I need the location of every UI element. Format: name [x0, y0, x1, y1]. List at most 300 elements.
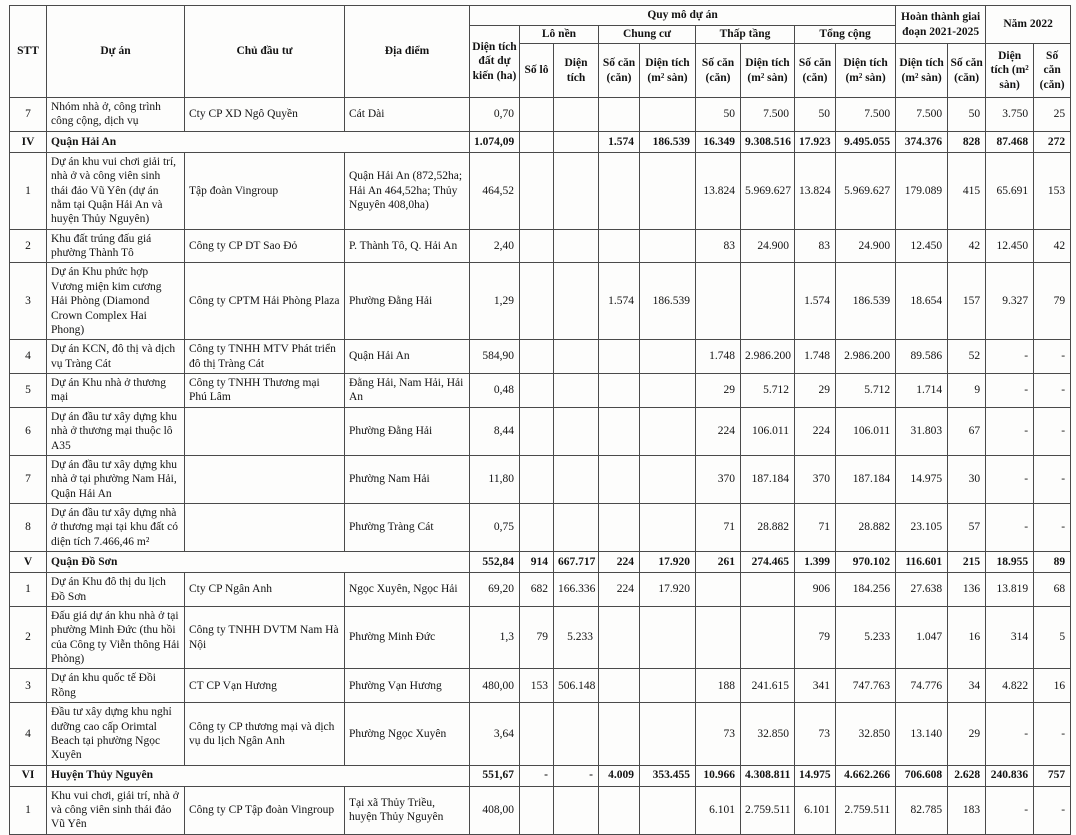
- cell: 1: [10, 573, 47, 607]
- cell: 2.986.200: [836, 340, 896, 374]
- cell: 30: [948, 455, 986, 503]
- cell: 34: [948, 669, 986, 703]
- cell: 50: [948, 98, 986, 132]
- cell: 2: [10, 606, 47, 669]
- cell: 3: [10, 669, 47, 703]
- cell: Dự án khu vui chơi giải trí, nhà ở và công viên sinh thái đảo Vũ Yên (dự án nằm tại Quận Hải An và huyện Thủy Nguyên): [47, 152, 185, 229]
- cell: [599, 703, 640, 766]
- cell: [599, 229, 640, 263]
- cell: Quận Hải An (872,52ha; Hải An 464,52ha; Thủy Nguyên 408,0ha): [345, 152, 470, 229]
- cell: [640, 703, 696, 766]
- cell: [554, 504, 599, 552]
- cell: 408,00: [470, 786, 520, 834]
- cell: 18.654: [896, 263, 948, 340]
- cell: 18.955: [986, 552, 1034, 573]
- cell: [554, 229, 599, 263]
- cell: 341: [795, 669, 836, 703]
- col-header-dia-diem: Địa điểm: [345, 6, 470, 98]
- col-header-dien-tich-lo: Diện tích: [554, 44, 599, 98]
- cell: 4.822: [986, 669, 1034, 703]
- cell: [741, 606, 795, 669]
- cell: Khu vui chơi, giải trí, nhà ở và công viên sinh thái đảo Vũ Yên: [47, 786, 185, 834]
- cell: 1: [10, 786, 47, 834]
- cell: [520, 152, 554, 229]
- table-row: [10, 340, 1071, 374]
- cell: [741, 573, 795, 607]
- cell: 6: [10, 407, 47, 455]
- cell: [696, 263, 741, 340]
- cell: Cty CP Ngân Anh: [185, 573, 345, 607]
- cell: 136: [948, 573, 986, 607]
- cell: Quận Đồ Sơn: [47, 552, 470, 573]
- table-row: [10, 98, 1071, 132]
- cell: Công ty CP DT Sao Đỏ: [185, 229, 345, 263]
- cell: 7.500: [836, 98, 896, 132]
- cell: -: [520, 765, 554, 786]
- group-header-nam-2022: Năm 2022: [986, 6, 1071, 44]
- cell: 9: [948, 374, 986, 408]
- cell: 415: [948, 152, 986, 229]
- cell: [185, 504, 345, 552]
- cell: 28.882: [741, 504, 795, 552]
- cell: 9.327: [986, 263, 1034, 340]
- cell: [599, 669, 640, 703]
- cell: 224: [599, 573, 640, 607]
- cell: 69,20: [470, 573, 520, 607]
- cell: 3,64: [470, 703, 520, 766]
- cell: 52: [948, 340, 986, 374]
- cell: -: [1034, 374, 1071, 408]
- cell: [185, 407, 345, 455]
- cell: 17.920: [640, 573, 696, 607]
- cell: 3.750: [986, 98, 1034, 132]
- cell: Tại xã Thủy Triều, huyện Thủy Nguyên: [345, 786, 470, 834]
- cell: 1.574: [795, 263, 836, 340]
- cell: [520, 703, 554, 766]
- cell: [554, 703, 599, 766]
- cell: 0,70: [470, 98, 520, 132]
- cell: 24.900: [836, 229, 896, 263]
- cell: 187.184: [741, 455, 795, 503]
- cell: Phường Đằng Hải: [345, 407, 470, 455]
- cell: 14.975: [795, 765, 836, 786]
- cell: 224: [599, 552, 640, 573]
- cell: 2.986.200: [741, 340, 795, 374]
- cell: -: [986, 374, 1034, 408]
- cell: 82.785: [896, 786, 948, 834]
- cell: 116.601: [896, 552, 948, 573]
- cell: Phường Tràng Cát: [345, 504, 470, 552]
- cell: Huyện Thủy Nguyên: [47, 765, 470, 786]
- table-row: [10, 504, 1071, 552]
- cell: [520, 263, 554, 340]
- cell: 2.628: [948, 765, 986, 786]
- cell: [640, 786, 696, 834]
- section-row: [10, 765, 1071, 786]
- cell: 166.336: [554, 573, 599, 607]
- cell: 9.495.055: [836, 131, 896, 152]
- cell: 183: [948, 786, 986, 834]
- table-row: [10, 455, 1071, 503]
- cell: Phường Ngọc Xuyên: [345, 703, 470, 766]
- cell: 4: [10, 703, 47, 766]
- cell: [520, 786, 554, 834]
- cell: IV: [10, 131, 47, 152]
- cell: 480,00: [470, 669, 520, 703]
- cell: [520, 504, 554, 552]
- cell: [599, 152, 640, 229]
- cell: 272: [1034, 131, 1071, 152]
- cell: 506.148: [554, 669, 599, 703]
- cell: 7.500: [896, 98, 948, 132]
- cell: 224: [795, 407, 836, 455]
- cell: [554, 152, 599, 229]
- cell: 261: [696, 552, 741, 573]
- table-row: [10, 703, 1071, 766]
- cell: 23.105: [896, 504, 948, 552]
- cell: [599, 455, 640, 503]
- cell: 187.184: [836, 455, 896, 503]
- cell: 241.615: [741, 669, 795, 703]
- cell: 29: [948, 703, 986, 766]
- cell: 5.969.627: [836, 152, 896, 229]
- cell: 24.900: [741, 229, 795, 263]
- cell: -: [1034, 786, 1071, 834]
- cell: 374.376: [896, 131, 948, 152]
- cell: 7.500: [741, 98, 795, 132]
- cell: Phường Nam Hải: [345, 455, 470, 503]
- projects-table: [9, 5, 1071, 835]
- cell: 5.712: [836, 374, 896, 408]
- cell: [185, 455, 345, 503]
- cell: 11,80: [470, 455, 520, 503]
- cell: Dự án KCN, đô thị và dịch vụ Tràng Cát: [47, 340, 185, 374]
- col-header-chu-dau-tu: Chủ đầu tư: [185, 6, 345, 98]
- table-row: [10, 786, 1071, 834]
- cell: 179.089: [896, 152, 948, 229]
- cell: 1.574: [599, 131, 640, 152]
- cell: CT CP Vạn Hương: [185, 669, 345, 703]
- cell: [640, 669, 696, 703]
- cell: [640, 229, 696, 263]
- cell: -: [1034, 340, 1071, 374]
- section-row: [10, 131, 1071, 152]
- cell: 5: [10, 374, 47, 408]
- cell: [554, 455, 599, 503]
- cell: 4: [10, 340, 47, 374]
- cell: [640, 504, 696, 552]
- cell: Dự án đầu tư xây dựng khu nhà ở tại phường Nam Hải, Quận Hải An: [47, 455, 185, 503]
- cell: [599, 407, 640, 455]
- cell: Đằng Hải, Nam Hải, Hải An: [345, 374, 470, 408]
- cell: 2.759.511: [741, 786, 795, 834]
- cell: 0,75: [470, 504, 520, 552]
- cell: 29: [795, 374, 836, 408]
- cell: [554, 786, 599, 834]
- cell: Dự án khu quốc tế Đồi Rồng: [47, 669, 185, 703]
- cell: 13.824: [795, 152, 836, 229]
- cell: 71: [696, 504, 741, 552]
- cell: Dự án Khu phức hợp Vương miện kim cương Hải Phòng (Diamond Crown Complex Hai Phong): [47, 263, 185, 340]
- cell: 240.836: [986, 765, 1034, 786]
- cell: Tập đoàn Vingroup: [185, 152, 345, 229]
- cell: 12.450: [986, 229, 1034, 263]
- cell: [640, 606, 696, 669]
- cell: 106.011: [836, 407, 896, 455]
- cell: [554, 131, 599, 152]
- cell: 153: [1034, 152, 1071, 229]
- cell: 71: [795, 504, 836, 552]
- cell: Cty CP XD Ngô Quyền: [185, 98, 345, 132]
- cell: 79: [795, 606, 836, 669]
- col-header-so-can-nam-2022: Số căn (căn): [1034, 44, 1071, 98]
- cell: 13.824: [696, 152, 741, 229]
- cell: 970.102: [836, 552, 896, 573]
- cell: 682: [520, 573, 554, 607]
- cell: 1.714: [896, 374, 948, 408]
- cell: 157: [948, 263, 986, 340]
- cell: VI: [10, 765, 47, 786]
- cell: 5.233: [836, 606, 896, 669]
- cell: [640, 340, 696, 374]
- group-header-lo-nen: Lô nền: [520, 26, 599, 44]
- cell: 224: [696, 407, 741, 455]
- group-header-quy-mo: Quy mô dự án: [470, 6, 896, 26]
- cell: 1: [10, 152, 47, 229]
- cell: [554, 263, 599, 340]
- cell: [554, 98, 599, 132]
- cell: 1.047: [896, 606, 948, 669]
- cell: [599, 606, 640, 669]
- cell: -: [1034, 407, 1071, 455]
- cell: 0,48: [470, 374, 520, 408]
- cell: 3: [10, 263, 47, 340]
- cell: Công ty CP thương mại và dịch vụ du lịch Ngân Anh: [185, 703, 345, 766]
- cell: 706.608: [896, 765, 948, 786]
- cell: Khu đất trúng đấu giá phường Thành Tô: [47, 229, 185, 263]
- cell: Quận Hải An: [47, 131, 470, 152]
- cell: V: [10, 552, 47, 573]
- group-header-tong-cong: Tổng cộng: [795, 26, 896, 44]
- cell: [640, 374, 696, 408]
- cell: [696, 606, 741, 669]
- cell: 1,29: [470, 263, 520, 340]
- cell: Nhóm nhà ở, công trình công cộng, dịch vụ: [47, 98, 185, 132]
- cell: Phường Vạn Hương: [345, 669, 470, 703]
- cell: [640, 98, 696, 132]
- cell: [599, 504, 640, 552]
- cell: 7: [10, 98, 47, 132]
- table-body: [10, 98, 1071, 835]
- cell: 12.450: [896, 229, 948, 263]
- cell: [741, 263, 795, 340]
- cell: 4.662.266: [836, 765, 896, 786]
- cell: [599, 340, 640, 374]
- cell: 1.399: [795, 552, 836, 573]
- cell: 73: [795, 703, 836, 766]
- cell: [640, 152, 696, 229]
- cell: 16: [1034, 669, 1071, 703]
- cell: 68: [1034, 573, 1071, 607]
- table-row: [10, 407, 1071, 455]
- cell: -: [986, 340, 1034, 374]
- cell: 353.455: [640, 765, 696, 786]
- cell: 747.763: [836, 669, 896, 703]
- cell: 4.308.811: [741, 765, 795, 786]
- cell: 17.920: [640, 552, 696, 573]
- cell: 186.539: [640, 131, 696, 152]
- cell: 4.009: [599, 765, 640, 786]
- table-row: [10, 152, 1071, 229]
- col-header-dien-tich-nam-2022: Diện tích (m² sàn): [986, 44, 1034, 98]
- cell: 83: [696, 229, 741, 263]
- cell: 14.975: [896, 455, 948, 503]
- group-header-chung-cu: Chung cư: [599, 26, 696, 44]
- cell: -: [554, 765, 599, 786]
- cell: 464,52: [470, 152, 520, 229]
- cell: 25: [1034, 98, 1071, 132]
- cell: [696, 573, 741, 607]
- cell: 67: [948, 407, 986, 455]
- cell: 5.969.627: [741, 152, 795, 229]
- cell: 1.074,09: [470, 131, 520, 152]
- cell: Cát Dài: [345, 98, 470, 132]
- cell: 32.850: [741, 703, 795, 766]
- cell: Công ty CP Tập đoàn Vingroup: [185, 786, 345, 834]
- cell: 74.776: [896, 669, 948, 703]
- cell: 2,40: [470, 229, 520, 263]
- cell: 153: [520, 669, 554, 703]
- cell: 79: [520, 606, 554, 669]
- table-row: [10, 374, 1071, 408]
- cell: [554, 407, 599, 455]
- cell: [520, 340, 554, 374]
- cell: 42: [1034, 229, 1071, 263]
- cell: Dự án Khu nhà ở thương mại: [47, 374, 185, 408]
- cell: 8,44: [470, 407, 520, 455]
- cell: 32.850: [836, 703, 896, 766]
- cell: [640, 407, 696, 455]
- cell: [599, 786, 640, 834]
- cell: 28.882: [836, 504, 896, 552]
- table-header: [10, 6, 1071, 98]
- cell: Phường Minh Đức: [345, 606, 470, 669]
- cell: [520, 131, 554, 152]
- cell: 50: [696, 98, 741, 132]
- col-header-so-can-thap-tang: Số căn (căn): [696, 44, 741, 98]
- cell: 65.691: [986, 152, 1034, 229]
- col-header-dien-tich-hoan-thanh: Diện tích (m² sàn): [896, 44, 948, 98]
- group-header-thap-tang: Thấp tầng: [696, 26, 795, 44]
- cell: -: [1034, 703, 1071, 766]
- col-header-so-can-hoan-thanh: Số căn (căn): [948, 44, 986, 98]
- col-header-stt: STT: [10, 6, 47, 98]
- cell: P. Thành Tô, Q. Hải An: [345, 229, 470, 263]
- cell: 2: [10, 229, 47, 263]
- cell: [554, 374, 599, 408]
- cell: -: [986, 504, 1034, 552]
- cell: [640, 455, 696, 503]
- cell: Dự án đầu tư xây dựng nhà ở thương mại tại khu đất có diện tích 7.466,46 m²: [47, 504, 185, 552]
- group-header-hoan-thanh: Hoàn thành giai đoạn 2021-2025: [896, 6, 986, 44]
- cell: -: [986, 407, 1034, 455]
- cell: 828: [948, 131, 986, 152]
- col-header-so-can-chung-cu: Số căn (căn): [599, 44, 640, 98]
- table-row: [10, 573, 1071, 607]
- cell: Đấu giá dự án khu nhà ở tại phường Minh Đức (thu hồi của Công ty Viễn thông Hải Phòng): [47, 606, 185, 669]
- cell: 9.308.516: [741, 131, 795, 152]
- col-header-so-can-tong-cong: Số căn (căn): [795, 44, 836, 98]
- col-header-so-lo: Số lô: [520, 44, 554, 98]
- cell: 188: [696, 669, 741, 703]
- cell: [520, 407, 554, 455]
- cell: Công ty TNHH DVTM Nam Hà Nội: [185, 606, 345, 669]
- cell: 6.101: [696, 786, 741, 834]
- col-header-dien-tich-chung-cu: Diện tích (m² sàn): [640, 44, 696, 98]
- col-header-dien-tich-thap-tang: Diện tích (m² sàn): [741, 44, 795, 98]
- cell: 16.349: [696, 131, 741, 152]
- cell: 184.256: [836, 573, 896, 607]
- cell: 57: [948, 504, 986, 552]
- col-header-dien-tich-dat: Diện tích đất dự kiến (ha): [470, 26, 520, 98]
- col-header-du-an: Dự án: [47, 6, 185, 98]
- cell: 274.465: [741, 552, 795, 573]
- cell: 8: [10, 504, 47, 552]
- cell: 2.759.511: [836, 786, 896, 834]
- cell: [520, 98, 554, 132]
- cell: 551,67: [470, 765, 520, 786]
- cell: Quận Hải An: [345, 340, 470, 374]
- cell: 83: [795, 229, 836, 263]
- cell: Công ty CPTM Hải Phòng Plaza: [185, 263, 345, 340]
- cell: -: [986, 703, 1034, 766]
- cell: [599, 98, 640, 132]
- table-row: [10, 263, 1071, 340]
- cell: 17.923: [795, 131, 836, 152]
- cell: Phường Đằng Hải: [345, 263, 470, 340]
- cell: -: [1034, 455, 1071, 503]
- cell: 186.539: [640, 263, 696, 340]
- cell: Đầu tư xây dựng khu nghỉ dưỡng cao cấp Orimtal Beach tại phường Ngọc Xuyên: [47, 703, 185, 766]
- cell: 1,3: [470, 606, 520, 669]
- cell: 757: [1034, 765, 1071, 786]
- cell: 667.717: [554, 552, 599, 573]
- cell: 1.748: [795, 340, 836, 374]
- cell: Công ty TNHH MTV Phát triển đô thị Tràng Cát: [185, 340, 345, 374]
- cell: 73: [696, 703, 741, 766]
- cell: [520, 229, 554, 263]
- cell: 29: [696, 374, 741, 408]
- cell: Dự án Khu đô thị du lịch Đồ Sơn: [47, 573, 185, 607]
- cell: 186.539: [836, 263, 896, 340]
- cell: 87.468: [986, 131, 1034, 152]
- cell: 31.803: [896, 407, 948, 455]
- cell: 13.140: [896, 703, 948, 766]
- cell: 5.712: [741, 374, 795, 408]
- cell: 79: [1034, 263, 1071, 340]
- cell: [599, 374, 640, 408]
- cell: Dự án đầu tư xây dựng khu nhà ở thương mại thuộc lô A35: [47, 407, 185, 455]
- cell: 370: [795, 455, 836, 503]
- cell: -: [986, 455, 1034, 503]
- cell: 5.233: [554, 606, 599, 669]
- cell: 314: [986, 606, 1034, 669]
- cell: 6.101: [795, 786, 836, 834]
- cell: Ngọc Xuyên, Ngọc Hải: [345, 573, 470, 607]
- cell: [520, 455, 554, 503]
- cell: 13.819: [986, 573, 1034, 607]
- cell: 5: [1034, 606, 1071, 669]
